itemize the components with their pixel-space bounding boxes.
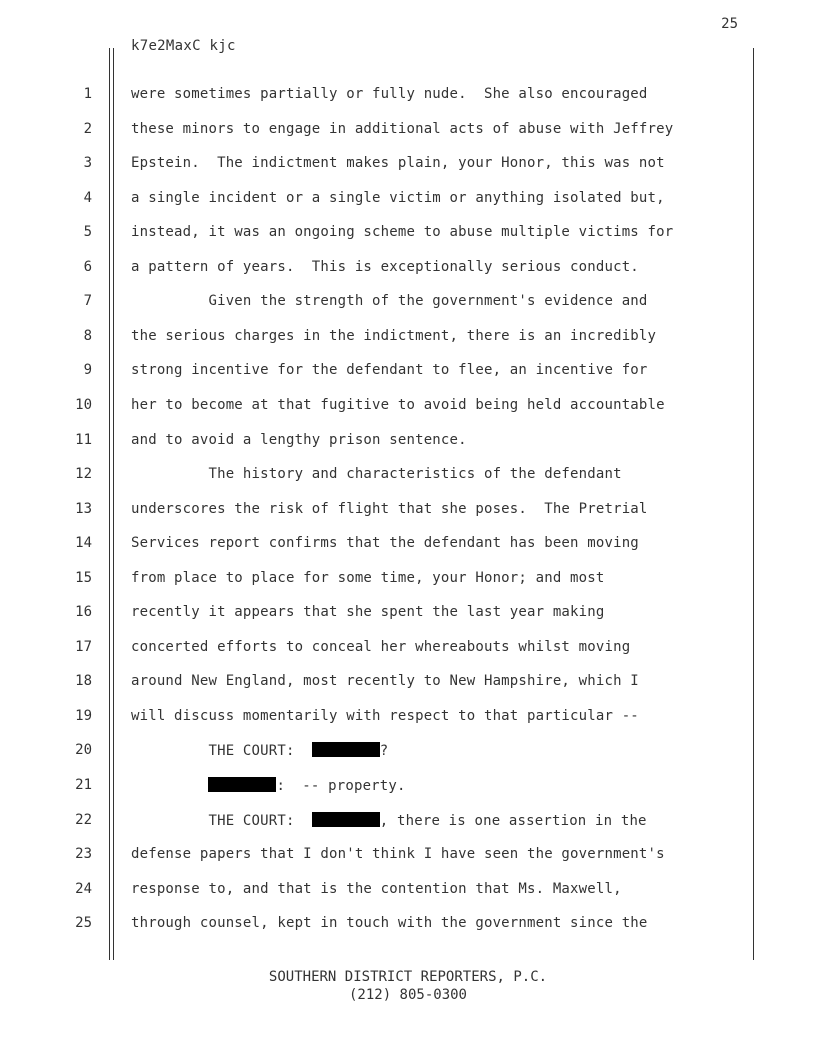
line-number: 7 [83, 293, 92, 309]
transcript-line: were sometimes partially or fully nude. She also encouraged [131, 86, 648, 102]
line-number: 24 [75, 881, 92, 897]
line-number: 9 [83, 362, 92, 378]
transcript-line: defense papers that I don't think I have seen the government's [131, 846, 665, 862]
transcript-line: these minors to engage in additional acts of abuse with Jeffrey [131, 121, 674, 137]
transcript-line: Services report confirms that the defendant has been moving [131, 535, 639, 551]
line-number: 11 [75, 432, 92, 448]
transcript-line: instead, it was an ongoing scheme to abuse multiple victims for [131, 224, 674, 240]
line-text-after-redaction: : -- property. [276, 778, 406, 794]
footer-phone: (212) 805-0300 [348, 987, 467, 1003]
line-number: 4 [83, 190, 92, 206]
line-number: 22 [75, 812, 92, 828]
line-number: 20 [75, 742, 92, 758]
line-number: 15 [75, 570, 92, 586]
line-number: 23 [75, 846, 92, 862]
transcript-line: concerted efforts to conceal her whereabouts whilst moving [131, 639, 631, 655]
transcript-line: recently it appears that she spent the last year making [131, 604, 605, 620]
line-number: 6 [83, 259, 92, 275]
line-text-before-redaction: THE COURT: [131, 813, 312, 829]
line-number: 19 [75, 708, 92, 724]
header-code: k7e2MaxC kjc [131, 38, 236, 54]
line-number: 8 [83, 328, 92, 344]
line-number: 2 [83, 121, 92, 137]
transcript-line [131, 742, 388, 759]
page-number: 25 [721, 16, 738, 32]
transcript-line: a pattern of years. This is exceptionally serious conduct. [131, 259, 639, 275]
transcript-line: strong incentive for the defendant to flee, an incentive for [131, 362, 648, 378]
line-text-after-redaction: ? [379, 743, 389, 759]
line-text-before-redaction: THE COURT: [131, 743, 312, 759]
transcript-line: through counsel, kept in touch with the government since the [131, 915, 648, 931]
left-margin-rule-inner [113, 48, 114, 960]
transcript-line [131, 812, 647, 829]
transcript-line: the serious charges in the indictment, there is an incredibly [131, 328, 657, 344]
transcript-line: The history and characteristics of the defendant [131, 466, 622, 482]
line-number: 16 [75, 604, 92, 620]
redaction-box [312, 812, 380, 827]
redaction-box [208, 777, 276, 792]
transcript-line: response to, and that is the contention that Ms. Maxwell, [131, 881, 622, 897]
line-number: 5 [83, 224, 92, 240]
line-text-before-redaction [131, 778, 208, 794]
line-number: 25 [75, 915, 92, 931]
left-margin-rule-outer [109, 48, 110, 960]
right-margin-rule [753, 48, 754, 960]
line-number: 12 [75, 466, 92, 482]
line-number: 1 [83, 86, 92, 102]
transcript-line: from place to place for some time, your Honor; and most [131, 570, 605, 586]
line-number: 3 [83, 155, 92, 171]
redaction-box [312, 742, 380, 757]
line-number: 10 [75, 397, 92, 413]
line-number: 13 [75, 501, 92, 517]
line-text-after-redaction: , there is one assertion in the [379, 813, 647, 829]
transcript-line: a single incident or a single victim or anything isolated but, [131, 190, 665, 206]
footer-reporter: SOUTHERN DISTRICT REPORTERS, P.C. [268, 969, 548, 985]
line-number: 18 [75, 673, 92, 689]
transcript-line: Epstein. The indictment makes plain, your Honor, this was not [131, 155, 665, 171]
line-number: 17 [75, 639, 92, 655]
transcript-line: around New England, most recently to New Hampshire, which I [131, 673, 639, 689]
transcript-line: underscores the risk of flight that she poses. The Pretrial [131, 501, 648, 517]
line-number: 21 [75, 777, 92, 793]
transcript-line: her to become at that fugitive to avoid being held accountable [131, 397, 665, 413]
transcript-line: Given the strength of the government's evidence and [131, 293, 648, 309]
transcript-line: will discuss momentarily with respect to that particular -- [131, 708, 639, 724]
transcript-line: and to avoid a lengthy prison sentence. [131, 432, 467, 448]
line-number: 14 [75, 535, 92, 551]
transcript-line [131, 777, 406, 794]
